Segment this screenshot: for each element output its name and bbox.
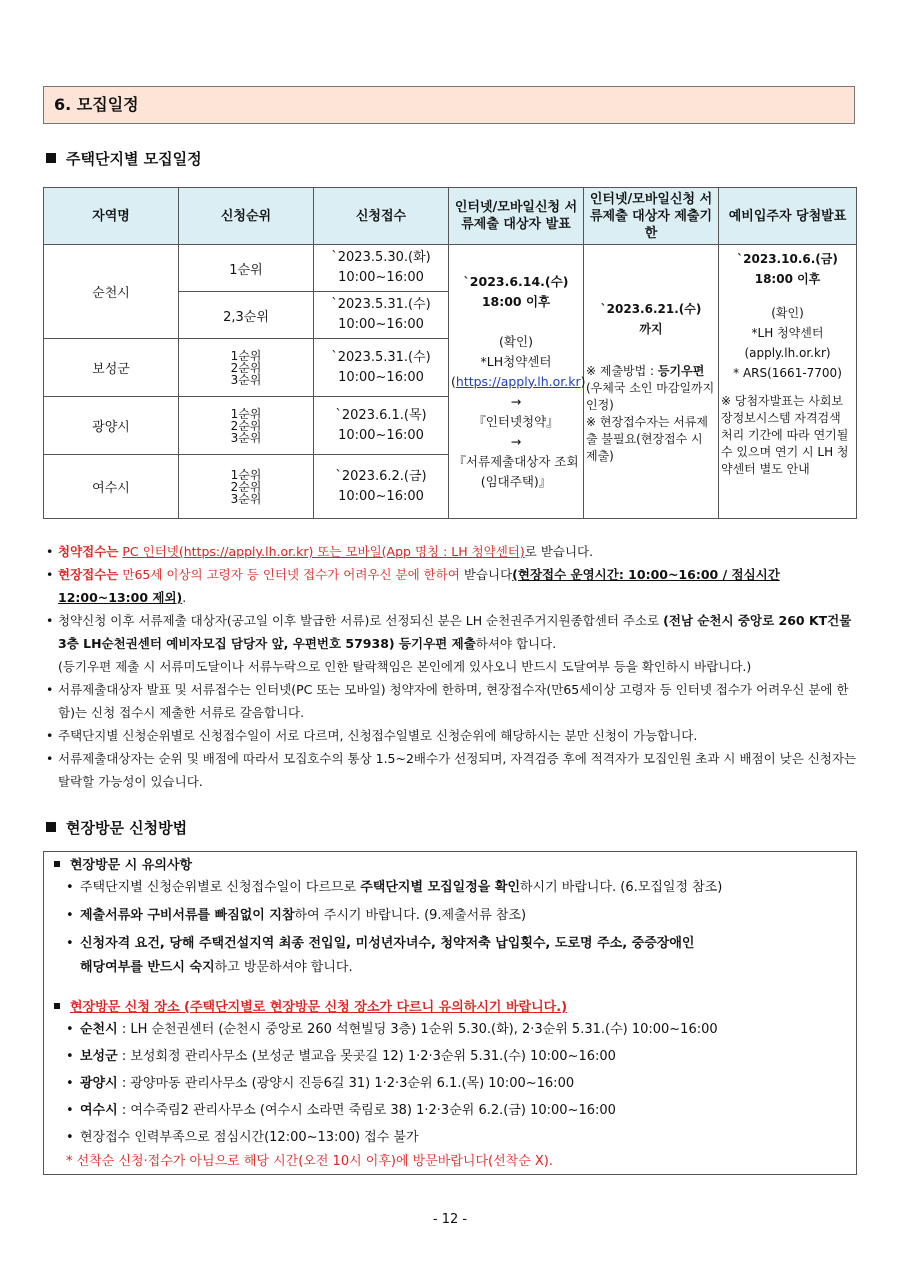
visit-box	[43, 851, 857, 1175]
note1-tail: 로 받습니다.	[524, 544, 594, 559]
winner-confirm: (확인)	[771, 306, 804, 320]
cell-rank: 1순위	[179, 245, 314, 292]
rank-2: 2순위	[230, 360, 262, 375]
note-item	[46, 609, 858, 678]
caution-item: • 신청자격 요건, 당해 주택건설지역 최종 전입일, 미성년자녀수, 청약저축 납입횟수, 도로명 주소, 중증장애인 해당여부를 반드시 숙지하고 방문하셔야 합니다.	[66, 936, 695, 975]
caution-item: • 주택단지별 신청순위별로 신청접수일이 다르므로 주택단지별 모집일정을 확인하시기 바랍니다. (6.모집일정 참조)	[66, 880, 723, 895]
header-region: 자역명	[44, 188, 179, 245]
arrow-icon: →	[510, 433, 522, 449]
square-bullet-icon	[46, 822, 56, 832]
apply-time: 10:00~16:00	[338, 317, 424, 332]
cell-region: 여수시	[44, 455, 179, 519]
deadline-method: 등기우편	[657, 363, 705, 378]
schedule-heading	[46, 148, 202, 169]
square-bullet-icon	[54, 1003, 60, 1009]
apply-date: `2023.6.2.(금)	[335, 468, 427, 484]
square-bullet-icon	[46, 153, 56, 163]
note2-mid: 받습니다	[459, 567, 513, 582]
place-item: • 순천시 : LH 순천권센터 (순천시 중앙로 260 석현빌딩 3층) 1순위 5.30.(화), 2·3순위 5.31.(수) 10:00~16:00	[66, 1022, 718, 1037]
arrow-icon: →	[510, 393, 522, 409]
rank-3: 3순위	[230, 430, 262, 445]
place-title	[54, 996, 567, 1015]
lh-link[interactable]: https://apply.lh.or.kr	[455, 373, 581, 389]
header-announce: 인터넷/모바일신청 서류제출 대상자 발표	[449, 188, 584, 245]
header-deadline: 인터넷/모바일신청 서류제출 대상자 제출기한	[584, 188, 719, 245]
announce-lh-suffix: )	[580, 373, 586, 389]
cell-rank: 2,3순위	[179, 292, 314, 339]
cell-deadline	[584, 245, 719, 519]
apply-time: 10:00~16:00	[338, 369, 424, 385]
cell-apply	[314, 339, 449, 397]
rank-2: 2순위	[230, 418, 262, 433]
note3-address: (전남 순천시 중앙로 260 KT건물 3층 LH순천권센터 예비자모집 담당자 앞, 우편번호 57938) 등기우편 제출	[58, 613, 852, 651]
apply-time: 10:00~16:00	[338, 427, 424, 443]
winner-date: `2023.10.6.(금)	[737, 252, 838, 266]
cell-apply	[314, 245, 449, 292]
deadline-date: `2023.6.21.(수)	[600, 301, 702, 316]
deadline-method-prefix: ※ 제출방법 :	[586, 363, 658, 378]
cell-rank-stack	[179, 455, 314, 519]
note-item: • 주택단지별 신청순위별로 신청접수일이 서로 다르며, 신청접수일별로 신청순위에 해당하시는 분만 신청이 가능합니다.	[46, 724, 858, 747]
header-rank: 신청순위	[179, 188, 314, 245]
announce-lh-prefix: *LH청약센터(	[451, 353, 552, 389]
place-item: • 여수시 : 여수죽림2 관리사무소 (여수시 소라면 죽림로 38) 1·2·3순위 6.2.(금) 10:00~16:00	[66, 1103, 616, 1118]
page-number: - 12 -	[432, 1212, 468, 1227]
rank-3: 3순위	[230, 491, 262, 506]
table-row	[44, 245, 857, 292]
place-item: • 보성군 : 보성회정 관리사무소 (보성군 별교읍 못곳길 12) 1·2·3순위 5.31.(수) 10:00~16:00	[66, 1049, 616, 1064]
note2-hours: (현장접수 운영시간: 10:00~16:00 / 점심시간 12:00~13:00 제외)	[58, 567, 780, 605]
visit-heading	[46, 817, 187, 838]
apply-date: `2023.6.1.(목)	[335, 407, 427, 423]
winner-lh-url: (apply.lh.or.kr)	[744, 346, 831, 360]
square-bullet-icon	[54, 861, 60, 867]
note-item: • 서류제출대상자는 순위 및 배점에 따라서 모집호수의 통상 1.5~2배수가 선정되며, 자격검증 후에 적격자가 모집인원 초과 시 배점이 낮은 신청자는 탈락할 가능성이 있습니다.	[46, 747, 858, 793]
place-title-text: 현장방문 신청 장소 (주택단지별로 현장방문 신청 장소가 다르니 유의하시기 바랍니다.)	[70, 1000, 568, 1015]
table-header-row	[44, 188, 857, 245]
visit-warning: * 선착순 신청·접수가 아님으로 해당 시간(오전 10시 이후)에 방문바랍니다(선착순 X).	[66, 1154, 553, 1169]
cell-winner	[719, 245, 857, 519]
place-item: • 현장접수 인력부족으로 점심시간(12:00~13:00) 접수 불가	[66, 1130, 419, 1145]
apply-time: 10:00~16:00	[338, 488, 424, 504]
rank-2: 2순위	[230, 479, 262, 494]
announce-confirm: (확인)	[499, 333, 533, 349]
schedule-table	[43, 187, 857, 519]
apply-date: `2023.5.31.(수)	[331, 349, 431, 365]
cell-announce	[449, 245, 584, 519]
note3-a: 청약신청 이후 서류제출 대상자(공고일 이후 발급한 서류)로 선정되신 분은 LH 순천권주거지원종합센터 주소로	[58, 613, 660, 628]
header-apply: 신청접수	[314, 188, 449, 245]
caution-title	[54, 854, 192, 873]
announce-time: 18:00 이후	[481, 293, 551, 309]
winner-lh: *LH 청약센터	[751, 326, 824, 340]
announce-step1: 『인터넷청약』	[473, 413, 559, 429]
note2-label: 현장접수는	[58, 567, 119, 582]
caution-title-text: 현장방문 시 유의사항	[70, 858, 193, 873]
note1-label: 청약접수는	[58, 544, 119, 559]
announce-date: `2023.6.14.(수)	[463, 273, 569, 289]
winner-ars: * ARS(1661-7700)	[733, 366, 842, 380]
cell-region: 광양시	[44, 397, 179, 455]
winner-note: ※ 당첨자발표는 사회보장정보시스템 자격검색 처리 기간에 따라 연기될 수 있으며 연기 시 LH 청약센터 별도 안내	[721, 394, 849, 476]
note-item: • 서류제출대상자 발표 및 서류접수는 인터넷(PC 또는 모바일) 청약자에 한하며, 현장접수자(만65세이상 고령자 등 인터넷 접수가 어려우신 분에 한함)는 신청 접수시 제출한 서류로 갈음합니다.	[46, 678, 858, 724]
rank-1: 1순위	[230, 348, 262, 363]
deadline-onsite: ※ 현장접수자는 서류제출 불필요(현장접수 시 제출)	[586, 414, 709, 463]
cell-rank-stack	[179, 397, 314, 455]
cell-apply	[314, 455, 449, 519]
rank-1: 1순위	[230, 406, 262, 421]
note-item	[46, 563, 858, 609]
note2-target: 만65세 이상의 고령자 등 인터넷 접수가 어려우신 분에 한하여	[122, 567, 460, 582]
apply-time: 10:00~16:00	[338, 270, 424, 285]
notes-list	[46, 540, 858, 793]
deadline-until: 까지	[639, 321, 663, 336]
header-winner: 예비입주자 당첨발표	[719, 188, 857, 245]
announce-step2: 『서류제출대상자 조회(임대주택)』	[453, 453, 579, 489]
visit-heading-text: 현장방문 신청방법	[66, 819, 188, 837]
note-item	[46, 540, 858, 563]
deadline-method-note: (우체국 소인 마감일까지 인정)	[586, 380, 715, 412]
note1-channels: PC 인터넷(https://apply.lh.or.kr) 또는 모바일(App 명칭 : LH 청약센터)	[122, 544, 525, 559]
note3-d: (등기우편 제출 시 서류미도달이나 서류누락으로 인한 탈락책임은 본인에게 있사오니 반드시 도달여부 등을 확인하시 바랍니다.)	[58, 659, 752, 674]
apply-date: `2023.5.31.(수)	[331, 297, 431, 312]
cell-region: 순천시	[44, 245, 179, 339]
cell-rank-stack	[179, 339, 314, 397]
schedule-heading-text: 주택단지별 모집일정	[66, 150, 202, 168]
winner-time: 18:00 이후	[754, 272, 821, 286]
cell-apply	[314, 292, 449, 339]
rank-3: 3순위	[230, 372, 262, 387]
note3-c: 하셔야 합니다.	[475, 636, 557, 651]
cell-apply	[314, 397, 449, 455]
cell-region: 보성군	[44, 339, 179, 397]
section-title: 6. 모집일정	[43, 86, 855, 124]
rank-1: 1순위	[230, 467, 262, 482]
place-item: • 광양시 : 광양마동 관리사무소 (광양시 진등6길 31) 1·2·3순위 6.1.(목) 10:00~16:00	[66, 1076, 575, 1091]
caution-item: • 제출서류와 구비서류를 빠짐없이 지참하여 주시기 바랍니다. (9.제출서류 참조)	[66, 908, 527, 923]
apply-date: `2023.5.30.(화)	[331, 250, 431, 265]
note2-end: .	[182, 590, 187, 605]
